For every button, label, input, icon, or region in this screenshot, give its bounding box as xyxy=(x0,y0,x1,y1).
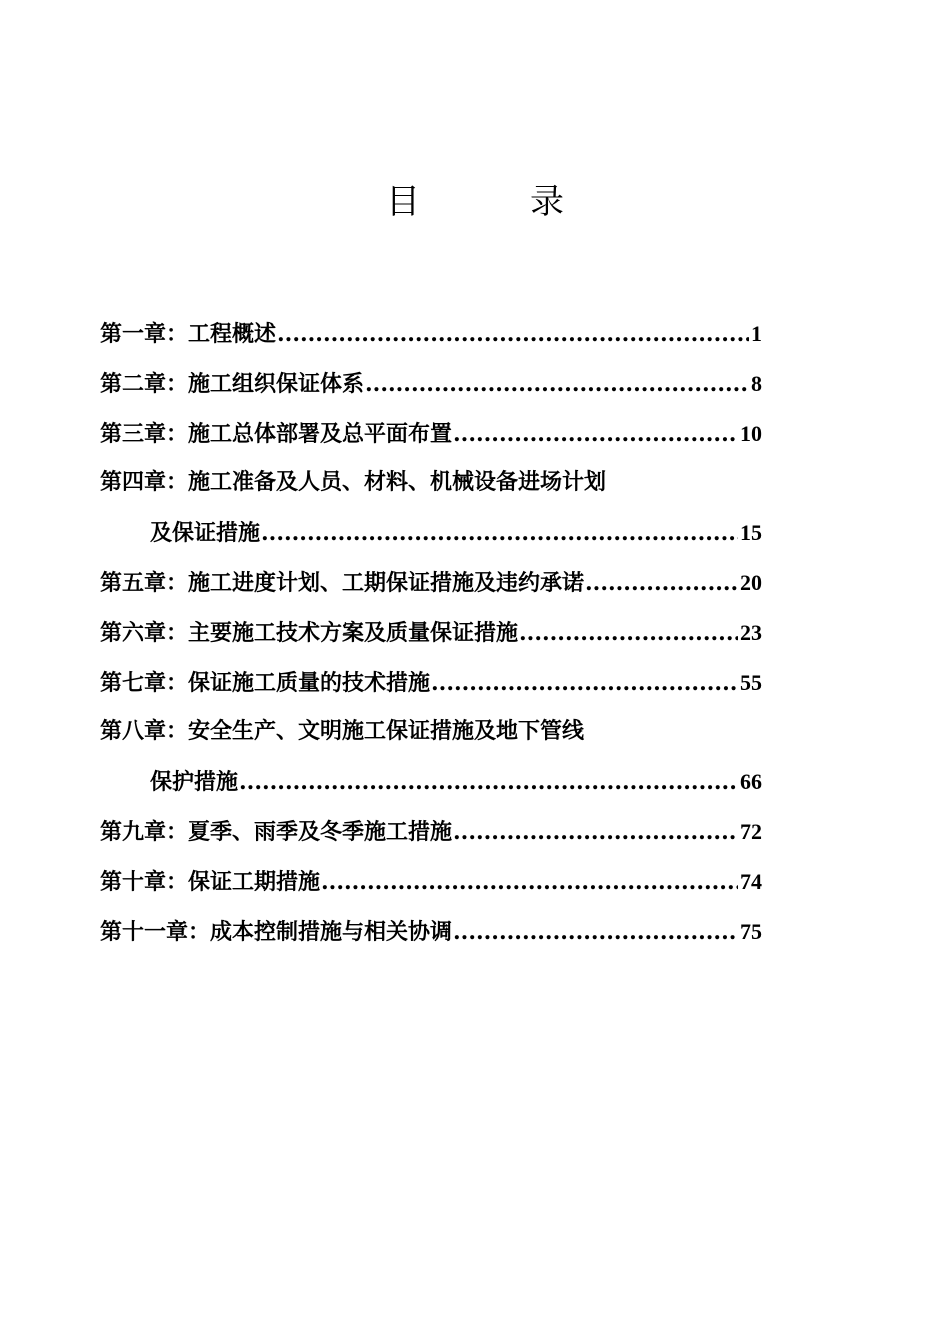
toc-entry-chapter-5[interactable] xyxy=(100,558,762,608)
toc-page-number: 8 xyxy=(751,370,762,396)
toc-title xyxy=(0,178,950,226)
toc-entry-chapter-8[interactable] xyxy=(100,707,762,757)
toc-entry-label: 第九章：夏季、雨季及冬季施工措施 xyxy=(100,818,453,845)
toc-page-number: 66 xyxy=(740,769,762,795)
toc-entry-label: 第十章：保证工期措施 xyxy=(100,868,321,895)
toc-dot-leader xyxy=(365,360,749,410)
toc-entry-chapter-7[interactable] xyxy=(100,658,762,708)
toc-page-number: 74 xyxy=(740,868,762,894)
toc-entry-label-continued: 保护措施 xyxy=(150,769,239,796)
toc-dot-leader xyxy=(277,310,749,360)
table-of-contents xyxy=(100,309,762,956)
toc-entry-chapter-3[interactable] xyxy=(100,409,762,459)
toc-entry-label: 第六章：主要施工技术方案及质量保证措施 xyxy=(100,619,519,646)
toc-page-number: 23 xyxy=(740,619,762,645)
toc-entry-label: 第五章：施工进度计划、工期保证措施及违约承诺 xyxy=(100,569,585,596)
toc-dot-leader xyxy=(453,908,738,958)
toc-entry-label: 第二章：施工组织保证体系 xyxy=(100,370,365,397)
toc-entry-chapter-4-continued[interactable] xyxy=(100,508,762,558)
toc-page-number: 55 xyxy=(740,669,762,695)
toc-entry-chapter-4[interactable] xyxy=(100,458,762,508)
toc-dot-leader xyxy=(431,659,738,709)
toc-entry-label: 第三章：施工总体部署及总平面布置 xyxy=(100,420,453,447)
toc-entry-label: 第一章：工程概述 xyxy=(100,321,277,347)
toc-entry-chapter-11[interactable] xyxy=(100,907,762,957)
toc-page-number: 75 xyxy=(740,918,762,944)
toc-title-char-2: 录 xyxy=(530,182,564,222)
toc-entry-label: 第七章：保证施工质量的技术措施 xyxy=(100,669,431,696)
toc-page-number: 10 xyxy=(740,420,762,446)
toc-entry-label: 第八章：安全生产、文明施工保证措施及地下管线 xyxy=(100,718,585,745)
toc-entry-chapter-8-continued[interactable] xyxy=(100,757,762,807)
toc-dot-leader xyxy=(321,858,738,908)
toc-entry-label-continued: 及保证措施 xyxy=(150,520,261,547)
toc-page-number: 72 xyxy=(740,818,762,844)
toc-page-number: 15 xyxy=(740,520,762,546)
toc-dot-leader xyxy=(453,410,738,460)
toc-entry-chapter-10[interactable] xyxy=(100,857,762,907)
toc-dot-leader xyxy=(261,509,738,559)
toc-page-number: 1 xyxy=(751,321,762,346)
toc-entry-chapter-6[interactable] xyxy=(100,608,762,658)
toc-entry-label: 第四章：施工准备及人员、材料、机械设备进场计划 xyxy=(100,469,607,496)
toc-entry-chapter-2[interactable] xyxy=(100,359,762,409)
toc-entry-label: 第十一章：成本控制措施与相关协调 xyxy=(100,918,453,945)
toc-dot-leader xyxy=(519,609,738,659)
toc-title-char-1: 目 xyxy=(386,182,420,222)
toc-dot-leader xyxy=(585,559,738,609)
toc-dot-leader xyxy=(239,758,738,808)
toc-dot-leader xyxy=(453,808,738,858)
toc-page-number: 20 xyxy=(740,569,762,595)
toc-entry-chapter-9[interactable] xyxy=(100,807,762,857)
toc-entry-chapter-1[interactable] xyxy=(100,309,762,359)
